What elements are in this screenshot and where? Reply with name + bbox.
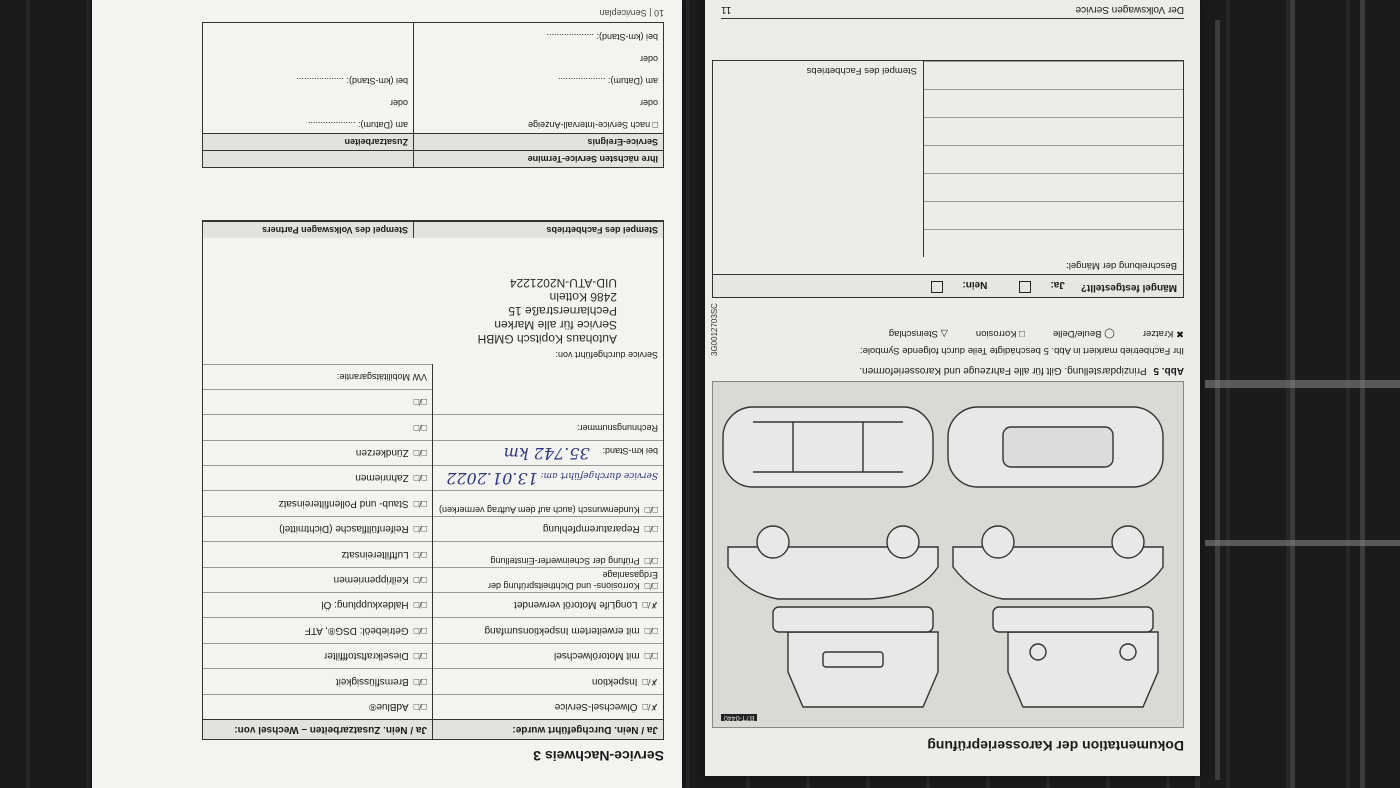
description-lines[interactable] <box>923 61 1183 257</box>
next-service-line: bei (km-Stand): ................... <box>296 76 408 86</box>
checklist-label: LongLife Motoröl verwendet <box>514 599 638 611</box>
next-service-table <box>202 22 664 168</box>
checklist-row[interactable] <box>433 668 663 693</box>
checklist-label: mit Motorölwechsel <box>554 650 640 662</box>
checklist-label: AdBlue® <box>369 701 409 712</box>
yes-no-checkbox[interactable]: □/□ <box>413 524 427 535</box>
checklist-row[interactable] <box>203 490 432 515</box>
legend-intro: Ihr Fachbetrieb markiert in Abb. 5 beschädigte Teile durch folgende Symbole: <box>859 345 1184 356</box>
page-footer: 10 | Serviceplan <box>599 8 664 18</box>
car-outlines-icon <box>713 382 1183 727</box>
stamp-footer-right: Stempel des Volkswagen Partners <box>203 222 413 238</box>
caption-label: Abb. 5 <box>1153 365 1184 376</box>
checklist-row[interactable] <box>433 643 663 668</box>
checklist-row[interactable] <box>203 414 432 439</box>
checklist-label: Prüfung der Scheinwerfer-Einstellung <box>490 555 640 566</box>
footer-left: Der Volkswagen Service <box>1075 4 1184 15</box>
checklist-row[interactable] <box>203 592 432 617</box>
checklist-row[interactable] <box>203 440 432 465</box>
stamp-line: UID-ATU-N2021224 <box>509 275 617 290</box>
next-service-extra: Zusatzarbeiten <box>203 134 413 150</box>
yes-no-checkbox[interactable]: □/□ <box>413 702 427 712</box>
damage-legend <box>714 328 1184 356</box>
section-name: Serviceplan <box>599 8 647 18</box>
checklist-label: Inspektion <box>591 675 638 687</box>
page-footer <box>721 4 1184 19</box>
checklist-label: mit erweitertem Inspektionsumfang <box>484 624 640 636</box>
checklist-label: Zündkerzen <box>355 447 409 459</box>
stamp-line: Service für alle Marken <box>494 317 617 332</box>
checklist-row[interactable] <box>433 567 663 592</box>
performed-column <box>432 364 663 739</box>
checklist-row[interactable] <box>203 694 432 719</box>
yes-no-checkbox[interactable]: □/□ <box>413 498 427 509</box>
service-record-page <box>92 0 682 788</box>
checklist-label: Getriebeöl: DSG®, ATF <box>304 624 409 636</box>
figure-code: B7T-0440 <box>721 714 757 721</box>
column-header: Ja / Nein. Zusatzarbeiten – Wechsel von: <box>203 719 432 739</box>
checklist-row[interactable] <box>433 592 663 617</box>
yes-no-checkbox[interactable]: □/□ <box>644 524 658 535</box>
side-code: 3G0012703SC <box>710 303 719 356</box>
next-service-line: oder <box>389 98 408 108</box>
checklist-row[interactable] <box>433 694 663 719</box>
checklist-row[interactable] <box>203 389 432 414</box>
km-value: 35.742 km <box>503 444 590 464</box>
yes-no-checkbox[interactable]: □/□ <box>413 651 427 662</box>
yes-no-checkbox[interactable]: ✗/□ <box>642 600 658 611</box>
checklist-label: Korrosions- und Dichtheitsprüfung der Erdgasanlage <box>488 570 658 592</box>
legend-symbol: ◯ Beule/Delle <box>1052 328 1115 339</box>
checklist-label: Staub- und Pollenfiltereinsatz <box>278 497 409 509</box>
yes-no-checkbox[interactable]: □/□ <box>413 676 427 687</box>
checklist-label: Bremsflüssigkeit <box>335 675 409 687</box>
checklist-label: Ölwechsel-Service <box>554 701 638 712</box>
no-checkbox[interactable] <box>931 281 943 293</box>
checklist-label: Zahnriemen <box>355 472 409 484</box>
service-date-value: 13.01.2022 <box>446 469 538 489</box>
yes-no-checkbox[interactable]: □/□ <box>413 422 427 433</box>
performed-list <box>433 490 663 719</box>
page-title: Service-Nachweis 3 <box>533 748 664 764</box>
checklist-row[interactable] <box>203 643 432 668</box>
yes-no-checkbox[interactable]: □/□ <box>644 581 658 592</box>
checklist-row[interactable] <box>203 567 432 592</box>
checklist-row[interactable] <box>433 617 663 642</box>
next-service-line: am (Datum): ................... <box>557 76 658 86</box>
checklist-label: Kundenwunsch (auch auf dem Auftrag vermerken) <box>439 504 640 515</box>
yes-no-checkbox[interactable]: □/□ <box>413 397 427 408</box>
page-number: 10 <box>653 8 664 18</box>
no-label: Nein: <box>962 279 988 290</box>
defects-section <box>712 60 1184 298</box>
yes-no-checkbox[interactable]: □/□ <box>413 549 427 560</box>
next-service-line: oder <box>639 54 658 64</box>
checklist-label: Reifenfüllflasche (Dichtmittel) <box>279 523 409 535</box>
next-service-line: oder <box>639 98 658 108</box>
page-number: 11 <box>721 4 732 15</box>
next-service-left <box>413 23 663 133</box>
yes-no-checkbox[interactable]: ✗/□ <box>642 702 658 712</box>
service-record-table <box>202 220 664 740</box>
checklist-row[interactable] <box>433 516 663 541</box>
stamp-line: 2486 Kotteln <box>549 289 617 304</box>
legend-symbol: △ Steinschlag <box>888 328 948 339</box>
next-service-event: Service-Ereignis <box>413 134 663 150</box>
invoice-label: Rechnungsnummer: <box>576 422 658 433</box>
caption-text: Prinzipdarstellung. Gilt für alle Fahrzeuge und Karosserieformen. <box>859 365 1147 376</box>
yes-label: Ja: <box>1050 279 1065 290</box>
yes-no-checkbox[interactable]: □/□ <box>413 625 427 636</box>
page-title: Dokumentation der Karosserieprüfung <box>927 738 1184 754</box>
stamp-line: Autohaus Kopitsch GMBH <box>477 331 617 346</box>
checklist-label: Keilrippenriemen <box>333 574 409 586</box>
checklist-row[interactable] <box>433 541 663 566</box>
yes-no-checkbox[interactable]: □/□ <box>413 600 427 611</box>
stamp-lines <box>209 276 657 346</box>
workshop-stamp <box>713 61 923 257</box>
mobility-label: VW Mobilitätsgarantie: <box>203 364 432 389</box>
yes-checkbox[interactable] <box>1019 281 1031 293</box>
checklist-row[interactable] <box>433 490 663 515</box>
defects-label: Mängel festgestellt? <box>1080 282 1177 293</box>
next-service-line: bei (km-Stand): ................... <box>546 32 658 42</box>
checklist-row[interactable] <box>203 516 432 541</box>
checklist-row[interactable] <box>203 668 432 693</box>
next-service-line: □ nach Service-Intervall-Anzeige <box>528 120 658 130</box>
column-header: Ja / Nein. Durchgeführt wurde: <box>433 719 663 739</box>
vehicle-diagram <box>712 381 1184 728</box>
figure-caption <box>714 365 1184 376</box>
legend-symbol: ✖ Kratzer <box>1142 328 1184 339</box>
km-label: bei km-Stand: <box>602 446 658 457</box>
stamp-label: Stempel des Fachbetriebs <box>806 65 917 76</box>
dealer-stamp <box>203 238 663 350</box>
stamp-label: Service durchgeführt von: <box>555 349 658 360</box>
stamp-footer-left: Stempel des Fachbetriebs <box>413 222 663 238</box>
checklist-row[interactable] <box>203 541 432 566</box>
next-service-header: Ihre nächsten Service-Termine <box>413 151 663 167</box>
yes-no-checkbox[interactable]: ✗/□ <box>642 676 658 687</box>
yes-no-checkbox[interactable]: □/□ <box>413 473 427 484</box>
extra-work-column <box>203 364 432 739</box>
checklist-label: Reparaturempfehlung <box>542 523 640 535</box>
extra-work-list <box>203 389 432 719</box>
checklist-label: Luftfiltereinsatz <box>341 548 409 560</box>
checklist-label: Haldexkupplung: Öl <box>321 599 409 611</box>
yes-no-checkbox[interactable]: □/□ <box>413 448 427 459</box>
yes-no-checkbox[interactable]: □/□ <box>644 625 658 636</box>
checklist-row[interactable] <box>203 617 432 642</box>
checklist-label: Dieselkraftstofffilter <box>323 650 409 662</box>
legend-symbols <box>714 328 1184 339</box>
description-label: Beschreibung der Mängel: <box>1066 260 1177 271</box>
yes-no-checkbox[interactable]: □/□ <box>644 651 658 662</box>
legend-symbol: □ Korrosion <box>975 328 1025 339</box>
body-inspection-page <box>705 0 1200 776</box>
yes-no-checkbox[interactable]: □/□ <box>644 504 658 515</box>
yes-no-checkbox[interactable]: □/□ <box>644 555 658 566</box>
stamp-line: Pechlarnerstraße 15 <box>508 303 617 318</box>
yes-no-checkbox[interactable]: □/□ <box>413 575 427 586</box>
next-service-line: am (Datum): ................... <box>307 120 408 130</box>
next-service-right <box>203 23 413 133</box>
service-date-label: Service durchgeführt am: <box>540 470 658 481</box>
checklist-row[interactable] <box>203 465 432 490</box>
